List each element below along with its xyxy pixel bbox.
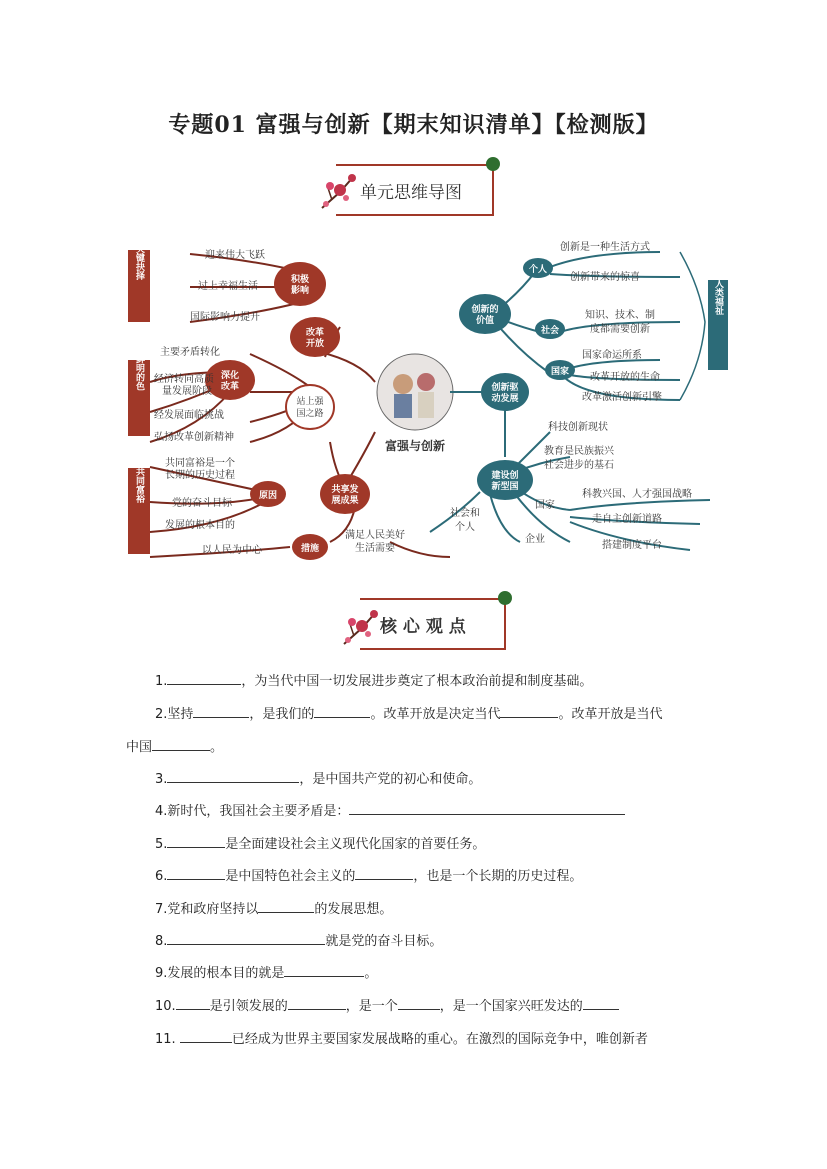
plum-blossom-icon [340,604,386,650]
question-1: 1. ，为当代中国一切发展进步奠定了根本政治前提和制度基础。 [155,670,715,692]
leaf-deepen-3: 弘扬改革创新精神 [154,432,234,443]
answer-blank[interactable] [355,865,413,880]
answer-blank[interactable] [284,962,364,977]
leaf-build-5: 搭建制度平台 [602,540,662,551]
leaf-nation-0: 国家命运所系 [582,350,642,361]
leaf-build-3: 科教兴国、人才强国战略 [582,489,692,500]
leaf-measure-1b: 生活需要 [355,543,395,554]
answer-blank[interactable] [167,930,325,945]
personal-label: 个人 [528,265,548,275]
question-6: 6. 是中国特色社会主义的 ，也是一个长期的历史过程。 [155,865,715,887]
center-illustration [377,354,453,430]
question-9: 9.发展的根本目的就是 。 [155,962,715,984]
leaf-measure-1a: 满足人民美好 [345,530,405,541]
svg-text:新型国: 新型国 [491,482,519,492]
leaf-personal-0: 创新是一种生活方式 [560,242,650,253]
leaf-society-0b: 度都需要创新 [590,324,650,335]
answer-blank[interactable] [349,800,625,815]
answer-blank[interactable] [288,995,346,1010]
leaf-influence-0: 迎来伟大飞跃 [205,250,265,261]
question-8: 8. 就是党的奋斗目标。 [155,930,715,952]
mindmap-section-title: 单元思维导图 [360,183,462,203]
green-dot-icon [498,591,512,605]
answer-blank[interactable] [180,1028,232,1043]
leaf-build-1a: 教育是民族振兴 [544,446,614,457]
leaf-deepen-2: 经发展面临挑战 [154,410,224,421]
leaf-principle-1: 党的奋斗目标 [172,498,232,509]
answer-blank[interactable] [314,703,370,718]
leaf-build-4: 走自主创新道路 [592,514,662,525]
leaf-influence-1: 过上幸福生活 [198,281,258,292]
svg-text:创新的: 创新的 [471,305,499,315]
svg-text:动发展: 动发展 [491,394,519,404]
nation-label: 国家 [550,367,570,377]
page-title: 专题01 富强与创新【期末知识清单】【检测版】 [168,112,659,138]
svg-text:站上强: 站上强 [296,397,324,407]
question-11: 11. 已经成为世界主要国家发展战略的重心。在激烈的国际竞争中，唯创新者 [155,1028,715,1050]
leaf-build-7b: 个人 [455,522,475,533]
green-dot-icon [486,157,500,171]
key-choice-label: 关键抉择 [134,244,144,280]
question-5: 5. 是全面建设社会主义现代化国家的首要任务。 [155,833,715,855]
svg-text:影响: 影响 [290,286,310,296]
svg-text:创新驱: 创新驱 [491,383,519,393]
svg-text:开放: 开放 [305,339,325,349]
leaf-influence-2: 国际影响力提升 [190,312,260,323]
leaf-build-6: 企业 [525,534,545,545]
svg-text:建设创: 建设创 [491,471,519,481]
svg-text:改革: 改革 [220,382,240,392]
leaf-build-1b: 社会进步的基石 [544,460,614,471]
leaf-build-0: 科技创新现状 [548,422,608,433]
answer-blank[interactable] [167,670,241,685]
leaf-nation-1: 改革开放的生命 [590,372,660,383]
svg-text:共享发: 共享发 [331,485,359,495]
leaf-deepen-0: 主要矛盾转化 [160,347,220,358]
core-section-title: 核 心 观 点 [380,617,466,637]
leaf-personal-1: 创新带来的惊喜 [570,272,640,283]
leaf-build-2: 国家 [535,500,555,511]
leaf-principle-0a: 共同富裕是一个 [165,458,235,469]
answer-blank[interactable] [500,703,558,718]
question-3: 3. ，是中国共产党的初心和使命。 [155,768,715,790]
center-title: 富强与创新 [384,439,446,453]
answer-blank[interactable] [176,995,210,1010]
answer-blank[interactable] [152,736,210,751]
answer-blank[interactable] [193,703,249,718]
question-7: 7.党和政府坚持以 的发展思想。 [155,898,715,920]
question-10: 10. 是引领发展的 ，是一个 ，是一个国家兴旺发达的 [155,995,715,1017]
brightest-label: 最鲜明的色 [134,345,144,391]
leaf-principle-2: 发展的根本目的 [165,520,235,531]
answer-blank[interactable] [167,833,225,848]
answer-blank[interactable] [398,995,440,1010]
influence-node-label: 积极 [290,275,310,285]
leaf-build-7a: 社会和 [450,508,480,519]
answer-blank[interactable] [258,898,314,913]
question-2-continued: 中国 。 [126,736,686,758]
leaf-measure-0: 以人民为中心 [202,545,262,556]
road-node [286,385,334,429]
mind-map-diagram [120,232,730,572]
society-label: 社会 [540,326,560,336]
leaf-nation-2: 改革激活创新引擎 [582,392,662,403]
common-label: 实现共同富裕 [134,449,144,503]
leaf-deepen-1b: 量发展阶段 [162,386,212,397]
leaf-deepen-1a: 经济转向高质 [154,374,214,385]
leaf-principle-0b: 长期的历史过程 [165,470,235,481]
answer-blank[interactable] [167,865,225,880]
svg-text:国之路: 国之路 [296,409,324,419]
svg-text:深化: 深化 [220,371,240,381]
svg-text:改革: 改革 [305,328,325,338]
answer-blank[interactable] [583,995,619,1010]
question-4: 4.新时代，我国社会主要矛盾是： [155,800,715,822]
plum-blossom-icon [318,168,364,214]
improve-label: 增进人类福祉 [713,261,723,315]
svg-text:展成果: 展成果 [331,496,359,506]
svg-text:价值: 价值 [475,316,495,326]
answer-blank[interactable] [167,768,299,783]
principle-label: 原因 [258,491,278,501]
leaf-society-0a: 知识、技术、制 [585,310,655,321]
question-2: 2.坚持 ，是我们的 。改革开放是决定当代 。改革开放是当代 [155,703,715,725]
measure-label: 措施 [300,544,320,554]
